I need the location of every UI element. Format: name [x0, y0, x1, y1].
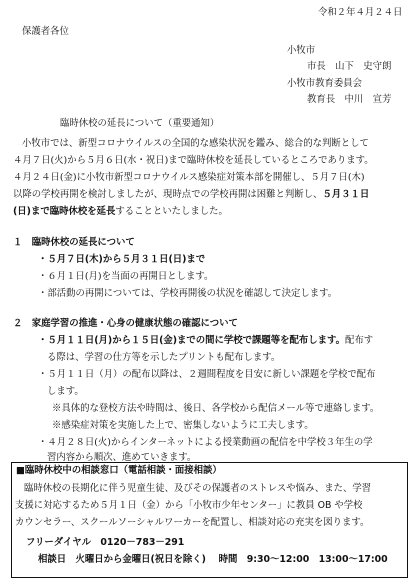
recipient: 保護者各位: [22, 26, 69, 37]
section-2-bullet-1: [38, 336, 373, 345]
section-2-bullet-1-line-2: る際は、学習の仕方等を示したプリントも配布します。: [47, 352, 281, 363]
intro-line-5-emphasis: (日)まで臨時休校を延長: [13, 206, 116, 217]
intro-line-2: ４月７日(火)から５月６日(水・祝日)まで臨時休校を延長しているところであります。: [13, 155, 374, 166]
intro-line-3: ４月２４日(金)に小牧市新型コロナウイルス感染症対策本部を開催し、５月７日(木): [13, 172, 365, 183]
intro-line-1: 小牧市では、新型コロナウイルスの全国的な感染状況を鑑み、総合的な判断として: [22, 138, 369, 149]
section-2-note-2: ※感染症対策を実施した上で、密集しないように工夫します。: [52, 420, 314, 431]
notice-date: 令和２年４月２４日: [318, 7, 403, 18]
intro-line-4: [13, 190, 369, 199]
section-2-bullet-3-line-2: 習内容から順次、進めていきます。: [47, 452, 197, 463]
sender-org: 小牧市: [287, 45, 316, 56]
intro-line-5: [13, 207, 228, 216]
section-1-bullet-2: ・６月１日(月)を当面の再開日とします。: [38, 271, 214, 282]
notice-title: 臨時休校の延長について（重要通知）: [60, 118, 220, 129]
consultation-phone: フリーダイヤル 0120－783－291: [26, 537, 185, 548]
section-1-bullet-3: ・部活動の再開については、学校再開後の状況を確認して決定します。: [38, 288, 338, 299]
section-2-note-1: ※具体的な登校方法や時間は、後日、各学校から配信メール等で連絡します。: [52, 403, 380, 414]
section-2-bullet-2-line-2: します。: [47, 386, 84, 397]
sender-superintendent: 教育長 中川 宣芳: [307, 94, 392, 105]
consultation-hours: 相談日 火曜日から金曜日(祝日を除く) 時間 9:30～12:00 13:00～17:00: [38, 554, 388, 565]
consultation-body-line-3: カウンセラー、スクールソーシャルワーカーを配置し、相談対応の充実を図ります。: [15, 517, 370, 528]
section-2-bullet-1-emphasis: ・５月１１日(月)から１５日(金)までの間に学校で課題等を配布します。: [38, 335, 346, 346]
section-2-heading: ２ 家庭学習の推進・心身の健康状態の確認について: [13, 318, 238, 329]
section-2-bullet-1-tail: 配布す: [345, 335, 374, 346]
section-2-bullet-2: ・５月１１日（月）の配布以降は、２週間程度を目安に新しい課題を学校で配布: [38, 369, 376, 380]
section-1-heading: １ 臨時休校の延長について: [13, 237, 135, 248]
intro-line-4-emphasis: ５月３１日: [322, 189, 370, 200]
section-2-bullet-3: ・４月２８日(火)からインターネットによる授業動画の配信を中学校３年生の学: [38, 437, 373, 448]
intro-line-5-text: することといたしました。: [115, 206, 228, 217]
sender-mayor: 市長 山下 史守朗: [307, 61, 392, 72]
consultation-heading: ■臨時休校中の相談窓口（電話相談・面接相談）: [16, 465, 222, 476]
section-1-bullet-1: ・５月７日(木)から５月３１日(日)まで: [38, 254, 206, 265]
consultation-body-line-1: 臨時休校の長期化に伴う児童生徒、及びその保護者のストレスや悩み、また、学習: [24, 483, 372, 494]
consultation-body-line-2: 支援に対応するため５月１日（金）から「小牧市少年センター」に教員 OB や学校: [15, 500, 363, 511]
intro-line-4-text: 以降の学校再開を検討しましたが、現時点での学校再開は困難と判断し、: [13, 189, 323, 200]
sender-board: 小牧市教育委員会: [287, 78, 363, 89]
